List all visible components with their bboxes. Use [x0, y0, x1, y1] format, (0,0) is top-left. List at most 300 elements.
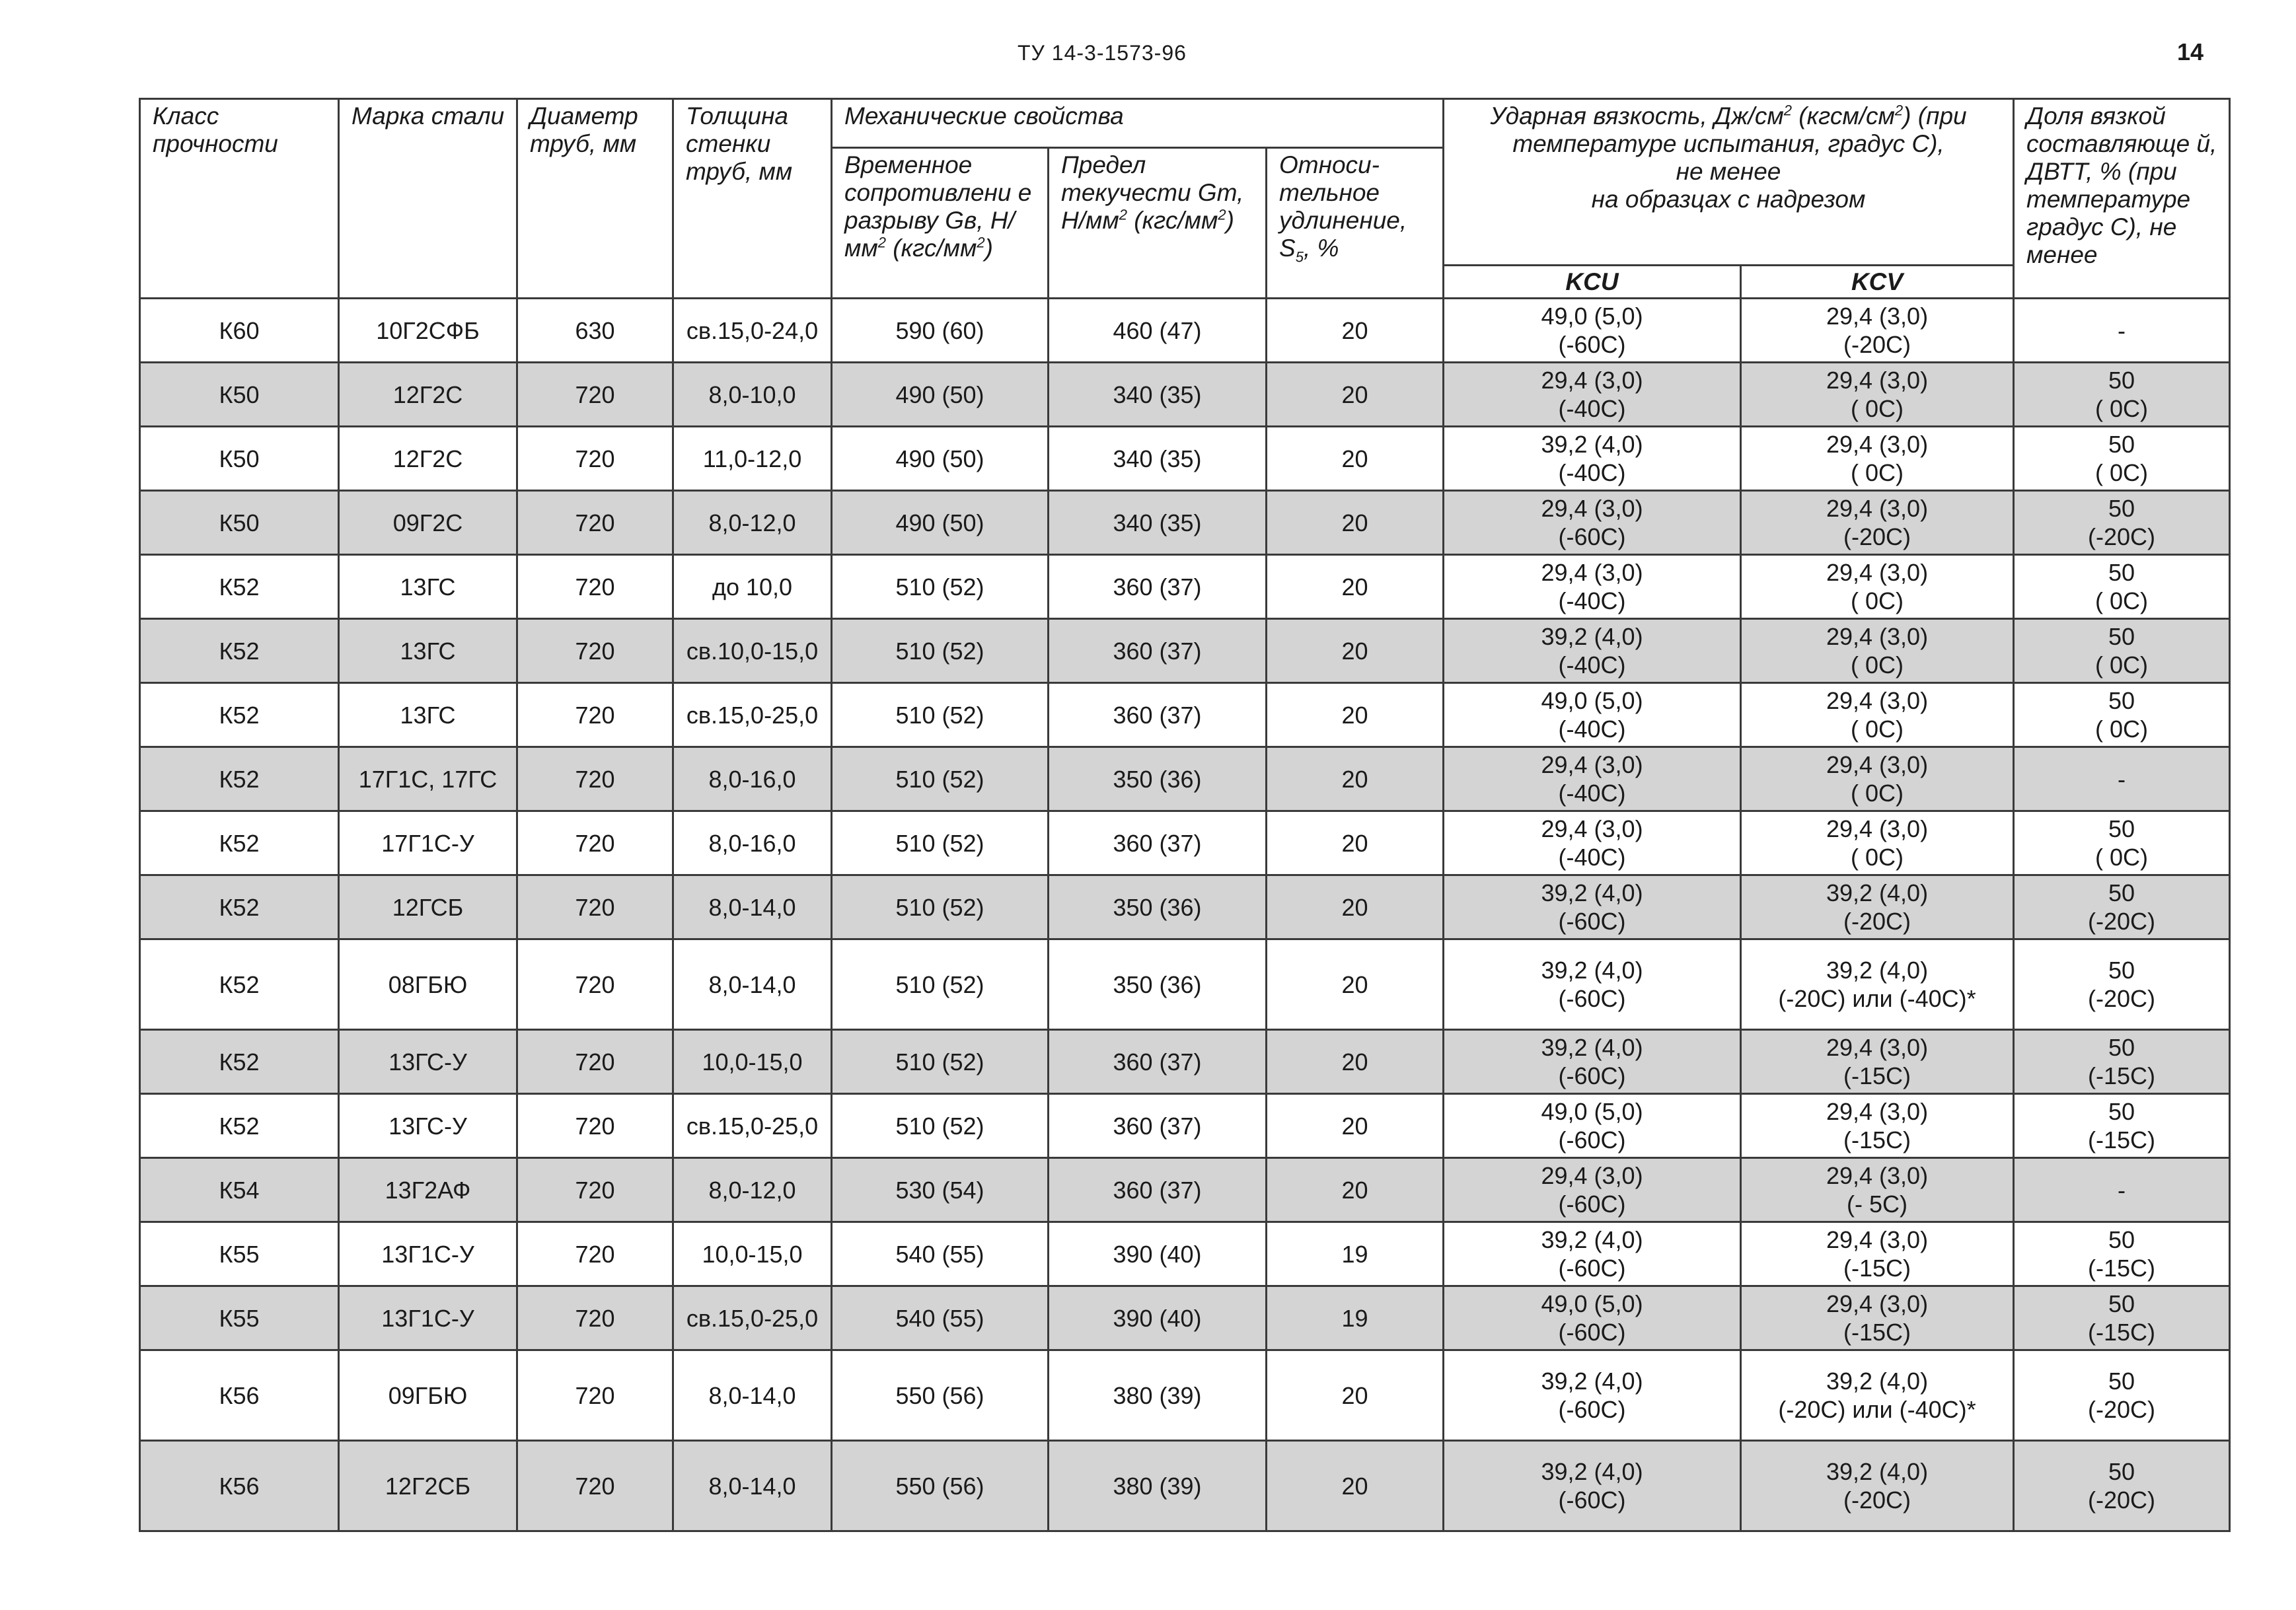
kcu-cell-temperature: (-40С) — [1558, 395, 1626, 422]
kcv-cell — [1741, 555, 2014, 619]
steel-grade-cell: 13ГС-У — [339, 1094, 517, 1158]
kcu-cell-temperature: (-60С) — [1558, 985, 1626, 1012]
kcu-cell-value: 49,0 (5,0) — [1541, 687, 1643, 714]
elongation-cell: 20 — [1267, 1158, 1444, 1222]
wall-thickness-cell: 8,0-10,0 — [673, 363, 832, 427]
strength-class-cell: К55 — [140, 1222, 339, 1286]
tensile-sup-2: 2 — [977, 234, 985, 251]
kcv-cell-value: 29,4 (3,0) — [1826, 495, 1929, 522]
viscous-fraction-cell — [2014, 811, 2230, 875]
viscous-fraction-cell — [2014, 1094, 2230, 1158]
header-kcu: KCU — [1444, 266, 1741, 299]
tensile-strength-cell: 510 (52) — [832, 1030, 1049, 1094]
elongation-cell: 20 — [1267, 619, 1444, 683]
tensile-strength-cell: 550 (56) — [832, 1350, 1049, 1441]
steel-grade-cell: 10Г2СФБ — [339, 299, 517, 363]
kcv-cell-temperature: ( 0С) — [1851, 844, 1904, 871]
kcu-cell-value: 39,2 (4,0) — [1541, 957, 1643, 984]
elongation-cell: 20 — [1267, 1441, 1444, 1531]
diameter-cell: 720 — [517, 427, 673, 491]
table-row — [140, 683, 2230, 747]
kcu-cell-value: 29,4 (3,0) — [1541, 495, 1643, 522]
elongation-cell: 20 — [1267, 811, 1444, 875]
wall-thickness-cell: 8,0-14,0 — [673, 1350, 832, 1441]
viscous-fraction-cell — [2014, 427, 2230, 491]
elong-text-a: Относи-тельное удлинение, — [1279, 151, 1407, 234]
elong-text-d: , % — [1303, 235, 1339, 262]
yield-sup-1: 2 — [1119, 206, 1127, 223]
header-impact-toughness — [1444, 99, 2014, 266]
kcu-cell — [1444, 1350, 1741, 1441]
diameter-cell: 720 — [517, 491, 673, 555]
table-row — [140, 491, 2230, 555]
viscous-fraction-cell-temperature: ( 0С) — [2095, 844, 2149, 871]
wall-thickness-cell: 8,0-16,0 — [673, 747, 832, 811]
viscous-fraction-cell-temperature: ( 0С) — [2095, 587, 2149, 614]
diameter-cell: 720 — [517, 1094, 673, 1158]
strength-class-cell: К55 — [140, 1286, 339, 1350]
viscous-fraction-cell — [2014, 1441, 2230, 1531]
diameter-cell: 720 — [517, 619, 673, 683]
kcv-cell-temperature: (-20С) — [1843, 908, 1911, 935]
table-row — [140, 811, 2230, 875]
impact-sup-1: 2 — [1783, 102, 1792, 119]
viscous-fraction-cell-temperature: (-20С) — [2088, 908, 2156, 935]
kcv-cell — [1741, 619, 2014, 683]
tensile-sup-1: 2 — [877, 234, 886, 251]
viscous-fraction-cell-temperature: ( 0С) — [2095, 715, 2149, 743]
kcu-cell-temperature: (-60С) — [1558, 1190, 1626, 1218]
steel-grade-cell: 12ГСБ — [339, 875, 517, 939]
kcu-cell — [1444, 1441, 1741, 1531]
kcv-cell-temperature: ( 0С) — [1851, 587, 1904, 614]
tensile-strength-cell: 510 (52) — [832, 555, 1049, 619]
yield-strength-cell: 340 (35) — [1049, 491, 1267, 555]
kcv-cell-temperature: (-15С) — [1843, 1255, 1911, 1282]
tensile-text-b: Н/мм — [844, 207, 1015, 262]
kcu-cell-temperature: (-60С) — [1558, 1319, 1626, 1346]
viscous-fraction-cell-value: 50 — [2108, 1034, 2135, 1061]
kcv-cell-value: 39,2 (4,0) — [1826, 1458, 1929, 1485]
tensile-text-c: (кгс/мм — [885, 235, 977, 262]
strength-class-cell: К50 — [140, 491, 339, 555]
yield-strength-cell: 390 (40) — [1049, 1222, 1267, 1286]
kcv-cell — [1741, 747, 2014, 811]
viscous-fraction-cell-temperature: (-20С) — [2088, 523, 2156, 550]
yield-text-a: Предел текучести Gт, Н/мм — [1061, 151, 1244, 234]
wall-thickness-cell: 10,0-15,0 — [673, 1030, 832, 1094]
header-yield-strength — [1049, 148, 1267, 299]
table-row — [140, 1030, 2230, 1094]
kcu-cell-temperature: (-60С) — [1558, 1126, 1626, 1153]
header-diameter: Диаметр труб, мм — [517, 99, 673, 299]
wall-thickness-cell: 8,0-14,0 — [673, 1441, 832, 1531]
wall-thickness-cell: 8,0-14,0 — [673, 939, 832, 1030]
kcu-cell — [1444, 619, 1741, 683]
kcv-cell — [1741, 1030, 2014, 1094]
kcu-cell — [1444, 683, 1741, 747]
kcv-cell-temperature: ( 0С) — [1851, 651, 1904, 678]
kcv-cell-value: 29,4 (3,0) — [1826, 1098, 1929, 1125]
viscous-fraction-cell-temperature: (-15С) — [2088, 1319, 2156, 1346]
kcv-cell-value: 29,4 (3,0) — [1826, 1226, 1929, 1253]
table-row — [140, 1350, 2230, 1441]
strength-class-cell: К52 — [140, 1030, 339, 1094]
kcv-cell-value: 39,2 (4,0) — [1826, 957, 1929, 984]
table-row — [140, 939, 2230, 1030]
kcv-cell-value: 29,4 (3,0) — [1826, 1162, 1929, 1189]
table-row — [140, 1222, 2230, 1286]
wall-thickness-cell: св.15,0-24,0 — [673, 299, 832, 363]
kcu-cell-value: 29,4 (3,0) — [1541, 1162, 1643, 1189]
kcu-cell-temperature: (-60С) — [1558, 331, 1626, 358]
header-mechanical-properties: Механические свойства — [832, 99, 1444, 148]
kcu-cell-value: 39,2 (4,0) — [1541, 1034, 1643, 1061]
elongation-cell: 20 — [1267, 683, 1444, 747]
table-row — [140, 427, 2230, 491]
kcu-cell — [1444, 1222, 1741, 1286]
header-tensile-strength — [832, 148, 1049, 299]
kcu-cell — [1444, 299, 1741, 363]
kcu-cell-value: 29,4 (3,0) — [1541, 367, 1643, 394]
tensile-strength-cell: 510 (52) — [832, 811, 1049, 875]
diameter-cell: 720 — [517, 875, 673, 939]
kcv-cell — [1741, 939, 2014, 1030]
yield-strength-cell: 380 (39) — [1049, 1350, 1267, 1441]
table-row — [140, 747, 2230, 811]
kcv-cell — [1741, 875, 2014, 939]
kcv-cell-temperature: (-15С) — [1843, 1062, 1911, 1089]
viscous-fraction-cell-value: 50 — [2108, 957, 2135, 984]
table-row — [140, 555, 2230, 619]
kcv-cell-temperature: ( 0С) — [1851, 780, 1904, 807]
diameter-cell: 720 — [517, 1441, 673, 1531]
mechanical-properties-table — [139, 98, 2231, 1532]
steel-grade-cell: 09Г2С — [339, 491, 517, 555]
kcu-cell-temperature: (-40С) — [1558, 587, 1626, 614]
kcu-cell-value: 39,2 (4,0) — [1541, 1458, 1643, 1485]
viscous-fraction-cell-value: 50 — [2108, 495, 2135, 522]
kcu-cell — [1444, 491, 1741, 555]
kcv-cell-value: 39,2 (4,0) — [1826, 879, 1929, 906]
kcu-cell-temperature: (-40С) — [1558, 780, 1626, 807]
kcu-cell-temperature: (-60С) — [1558, 1396, 1626, 1423]
tensile-text-d: ) — [984, 235, 993, 262]
steel-grade-cell: 13ГС — [339, 683, 517, 747]
yield-strength-cell: 360 (37) — [1049, 683, 1267, 747]
impact-title-b: (кгсм/см — [1791, 102, 1895, 129]
kcu-cell-value: 29,4 (3,0) — [1541, 559, 1643, 586]
elong-sub: 5 — [1295, 248, 1304, 266]
kcv-cell-temperature: (-20С) или (-40С)* — [1778, 1396, 1976, 1423]
viscous-fraction-cell — [2014, 491, 2230, 555]
wall-thickness-cell: 8,0-12,0 — [673, 491, 832, 555]
kcv-cell — [1741, 299, 2014, 363]
viscous-fraction-cell-temperature: (-15С) — [2088, 1255, 2156, 1282]
viscous-fraction-cell-value: - — [2118, 1176, 2126, 1204]
tensile-strength-cell: 510 (52) — [832, 619, 1049, 683]
wall-thickness-cell: 10,0-15,0 — [673, 1222, 832, 1286]
kcv-cell — [1741, 1441, 2014, 1531]
steel-grade-cell: 12Г2СБ — [339, 1441, 517, 1531]
impact-title-e: на образцах с надрезом — [1591, 186, 1866, 213]
yield-strength-cell: 350 (36) — [1049, 875, 1267, 939]
viscous-fraction-cell — [2014, 1222, 2230, 1286]
header-strength-class: Класс прочности — [140, 99, 339, 299]
tensile-strength-cell: 510 (52) — [832, 939, 1049, 1030]
kcv-cell-value: 29,4 (3,0) — [1826, 303, 1929, 330]
strength-class-cell: К52 — [140, 811, 339, 875]
tensile-strength-cell: 490 (50) — [832, 491, 1049, 555]
viscous-fraction-cell-value: 50 — [2108, 1458, 2135, 1485]
kcv-cell-value: 29,4 (3,0) — [1826, 367, 1929, 394]
kcv-cell — [1741, 811, 2014, 875]
steel-grade-cell: 17Г1С, 17ГС — [339, 747, 517, 811]
kcu-cell-temperature: (-60С) — [1558, 1486, 1626, 1514]
page-number: 14 — [2177, 38, 2204, 65]
wall-thickness-cell: св.15,0-25,0 — [673, 1286, 832, 1350]
diameter-cell: 720 — [517, 1286, 673, 1350]
yield-strength-cell: 350 (36) — [1049, 747, 1267, 811]
table-row — [140, 1094, 2230, 1158]
tensile-strength-cell: 510 (52) — [832, 747, 1049, 811]
tensile-strength-cell: 550 (56) — [832, 1441, 1049, 1531]
elongation-cell: 20 — [1267, 747, 1444, 811]
viscous-fraction-cell-temperature: ( 0С) — [2095, 651, 2149, 678]
diameter-cell: 630 — [517, 299, 673, 363]
kcu-cell — [1444, 747, 1741, 811]
table-row — [140, 1286, 2230, 1350]
diameter-cell: 720 — [517, 939, 673, 1030]
kcv-cell-value: 39,2 (4,0) — [1826, 1368, 1929, 1395]
kcu-cell-value: 39,2 (4,0) — [1541, 431, 1643, 458]
strength-class-cell: К52 — [140, 875, 339, 939]
kcv-cell-value: 29,4 (3,0) — [1826, 751, 1929, 778]
kcv-cell — [1741, 1094, 2014, 1158]
elongation-cell: 19 — [1267, 1286, 1444, 1350]
strength-class-cell: К54 — [140, 1158, 339, 1222]
yield-strength-cell: 360 (37) — [1049, 1094, 1267, 1158]
elongation-cell: 20 — [1267, 427, 1444, 491]
kcu-cell — [1444, 363, 1741, 427]
strength-class-cell: К52 — [140, 619, 339, 683]
tensile-strength-cell: 530 (54) — [832, 1158, 1049, 1222]
diameter-cell: 720 — [517, 363, 673, 427]
kcv-cell-value: 29,4 (3,0) — [1826, 559, 1929, 586]
wall-thickness-cell: 11,0-12,0 — [673, 427, 832, 491]
kcv-cell-temperature: ( 0С) — [1851, 459, 1904, 486]
viscous-fraction-cell-value: 50 — [2108, 1098, 2135, 1125]
wall-thickness-cell: 8,0-14,0 — [673, 875, 832, 939]
elongation-cell: 20 — [1267, 555, 1444, 619]
table-row — [140, 619, 2230, 683]
yield-strength-cell: 390 (40) — [1049, 1286, 1267, 1350]
table-body — [140, 299, 2230, 1531]
yield-strength-cell: 360 (37) — [1049, 1030, 1267, 1094]
kcv-cell — [1741, 427, 2014, 491]
viscous-fraction-cell-value: 50 — [2108, 367, 2135, 394]
impact-sup-2: 2 — [1894, 102, 1904, 119]
diameter-cell: 720 — [517, 1158, 673, 1222]
elongation-cell: 20 — [1267, 491, 1444, 555]
elongation-cell: 20 — [1267, 363, 1444, 427]
kcu-cell-temperature: (-60С) — [1558, 1255, 1626, 1282]
viscous-fraction-cell-temperature: (-15С) — [2088, 1126, 2156, 1153]
yield-strength-cell: 360 (37) — [1049, 1158, 1267, 1222]
kcu-cell — [1444, 1158, 1741, 1222]
yield-strength-cell: 360 (37) — [1049, 555, 1267, 619]
kcv-cell — [1741, 1158, 2014, 1222]
kcv-cell-temperature: (-20С) — [1843, 523, 1911, 550]
yield-strength-cell: 340 (35) — [1049, 363, 1267, 427]
strength-class-cell: К52 — [140, 683, 339, 747]
kcv-cell-temperature: (- 5С) — [1847, 1190, 1908, 1218]
yield-strength-cell: 350 (36) — [1049, 939, 1267, 1030]
yield-strength-cell: 360 (37) — [1049, 619, 1267, 683]
kcv-cell-value: 29,4 (3,0) — [1826, 1290, 1929, 1317]
elongation-cell: 20 — [1267, 939, 1444, 1030]
kcv-cell — [1741, 1286, 2014, 1350]
viscous-fraction-cell-temperature: (-20С) — [2088, 985, 2156, 1012]
tensile-strength-cell: 490 (50) — [832, 363, 1049, 427]
diameter-cell: 720 — [517, 1350, 673, 1441]
elongation-cell: 20 — [1267, 1030, 1444, 1094]
strength-class-cell: К52 — [140, 555, 339, 619]
table-row — [140, 1441, 2230, 1531]
kcu-cell — [1444, 875, 1741, 939]
tensile-strength-cell: 510 (52) — [832, 683, 1049, 747]
steel-grade-cell: 08ГБЮ — [339, 939, 517, 1030]
kcu-cell-value: 39,2 (4,0) — [1541, 1368, 1643, 1395]
strength-class-cell: К56 — [140, 1441, 339, 1531]
header-kcv: KCV — [1741, 266, 2014, 299]
kcv-cell-temperature: (-20С) — [1843, 331, 1911, 358]
strength-class-cell: К50 — [140, 363, 339, 427]
table-row — [140, 363, 2230, 427]
viscous-fraction-cell-temperature: (-20С) — [2088, 1486, 2156, 1514]
elong-text-b: S — [1279, 235, 1296, 262]
tensile-strength-cell: 540 (55) — [832, 1286, 1049, 1350]
kcu-cell — [1444, 1094, 1741, 1158]
kcu-cell — [1444, 427, 1741, 491]
kcu-cell-value: 39,2 (4,0) — [1541, 879, 1643, 906]
viscous-fraction-cell-value: 50 — [2108, 879, 2135, 906]
diameter-cell: 720 — [517, 555, 673, 619]
strength-class-cell: К52 — [140, 1094, 339, 1158]
impact-title-d: не менее — [1676, 158, 1781, 185]
yield-sup-2: 2 — [1218, 206, 1226, 223]
kcu-cell — [1444, 555, 1741, 619]
kcu-cell-value: 39,2 (4,0) — [1541, 623, 1643, 650]
viscous-fraction-cell-value: 50 — [2108, 1368, 2135, 1395]
steel-grade-cell: 17Г1С-У — [339, 811, 517, 875]
kcv-cell-temperature: ( 0С) — [1851, 395, 1904, 422]
impact-title-c: ) (при температуре испытания, градус С), — [1512, 102, 1967, 157]
viscous-fraction-cell-temperature: (-20С) — [2088, 1396, 2156, 1423]
strength-class-cell: К60 — [140, 299, 339, 363]
kcu-cell-value: 39,2 (4,0) — [1541, 1226, 1643, 1253]
kcu-cell-value: 49,0 (5,0) — [1541, 1098, 1643, 1125]
wall-thickness-cell: до 10,0 — [673, 555, 832, 619]
diameter-cell: 720 — [517, 1222, 673, 1286]
kcu-cell-temperature: (-40С) — [1558, 715, 1626, 743]
diameter-cell: 720 — [517, 683, 673, 747]
viscous-fraction-cell — [2014, 299, 2230, 363]
viscous-fraction-cell — [2014, 1350, 2230, 1441]
kcu-cell — [1444, 811, 1741, 875]
strength-class-cell: К52 — [140, 747, 339, 811]
kcu-cell-value: 29,4 (3,0) — [1541, 815, 1643, 842]
steel-grade-cell: 12Г2С — [339, 363, 517, 427]
yield-strength-cell: 460 (47) — [1049, 299, 1267, 363]
diameter-cell: 720 — [517, 1030, 673, 1094]
strength-class-cell: К56 — [140, 1350, 339, 1441]
steel-grade-cell: 13Г2АФ — [339, 1158, 517, 1222]
viscous-fraction-cell — [2014, 939, 2230, 1030]
steel-grade-cell: 13ГС — [339, 619, 517, 683]
header-elongation — [1267, 148, 1444, 299]
kcu-cell-temperature: (-60С) — [1558, 908, 1626, 935]
tensile-strength-cell: 590 (60) — [832, 299, 1049, 363]
kcv-cell-temperature: ( 0С) — [1851, 715, 1904, 743]
viscous-fraction-cell-temperature: ( 0С) — [2095, 459, 2149, 486]
steel-grade-cell: 09ГБЮ — [339, 1350, 517, 1441]
kcv-cell-value: 29,4 (3,0) — [1826, 623, 1929, 650]
viscous-fraction-cell — [2014, 555, 2230, 619]
kcv-cell-temperature: (-20С) — [1843, 1486, 1911, 1514]
viscous-fraction-cell-value: - — [2118, 765, 2126, 793]
wall-thickness-cell: св.15,0-25,0 — [673, 1094, 832, 1158]
yield-strength-cell: 360 (37) — [1049, 811, 1267, 875]
kcu-cell-value: 49,0 (5,0) — [1541, 303, 1643, 330]
viscous-fraction-cell-value: 50 — [2108, 1290, 2135, 1317]
tensile-strength-cell: 510 (52) — [832, 1094, 1049, 1158]
kcu-cell — [1444, 1286, 1741, 1350]
viscous-fraction-cell-value: - — [2118, 316, 2126, 344]
elongation-cell: 20 — [1267, 875, 1444, 939]
yield-text-c: ) — [1226, 207, 1234, 234]
viscous-fraction-cell — [2014, 1158, 2230, 1222]
steel-grade-cell: 13Г1С-У — [339, 1222, 517, 1286]
viscous-fraction-cell — [2014, 1286, 2230, 1350]
kcv-cell-value: 29,4 (3,0) — [1826, 815, 1929, 842]
elongation-cell: 20 — [1267, 299, 1444, 363]
header-wall-thickness: Толщина стенки труб, мм — [673, 99, 832, 299]
viscous-fraction-cell — [2014, 875, 2230, 939]
wall-thickness-cell: св.15,0-25,0 — [673, 683, 832, 747]
kcu-cell-temperature: (-40С) — [1558, 651, 1626, 678]
yield-strength-cell: 380 (39) — [1049, 1441, 1267, 1531]
table-row — [140, 1158, 2230, 1222]
viscous-fraction-cell-value: 50 — [2108, 623, 2135, 650]
kcu-cell-temperature: (-40С) — [1558, 459, 1626, 486]
elongation-cell: 20 — [1267, 1350, 1444, 1441]
viscous-fraction-cell — [2014, 683, 2230, 747]
kcu-cell-value: 29,4 (3,0) — [1541, 751, 1643, 778]
kcv-cell — [1741, 1350, 2014, 1441]
steel-grade-cell: 13ГС — [339, 555, 517, 619]
kcv-cell-temperature: (-15С) — [1843, 1126, 1911, 1153]
table-row — [140, 299, 2230, 363]
kcv-cell — [1741, 683, 2014, 747]
yield-strength-cell: 340 (35) — [1049, 427, 1267, 491]
header-viscous-fraction: Доля вязкой составляюще й, ДВТТ, % (при температуре градус С), не менее — [2014, 99, 2230, 299]
viscous-fraction-cell — [2014, 747, 2230, 811]
kcu-cell — [1444, 1030, 1741, 1094]
steel-grade-cell: 13ГС-У — [339, 1030, 517, 1094]
header-steel-grade: Марка стали — [339, 99, 517, 299]
kcv-cell-temperature: (-20С) или (-40С)* — [1778, 985, 1976, 1012]
